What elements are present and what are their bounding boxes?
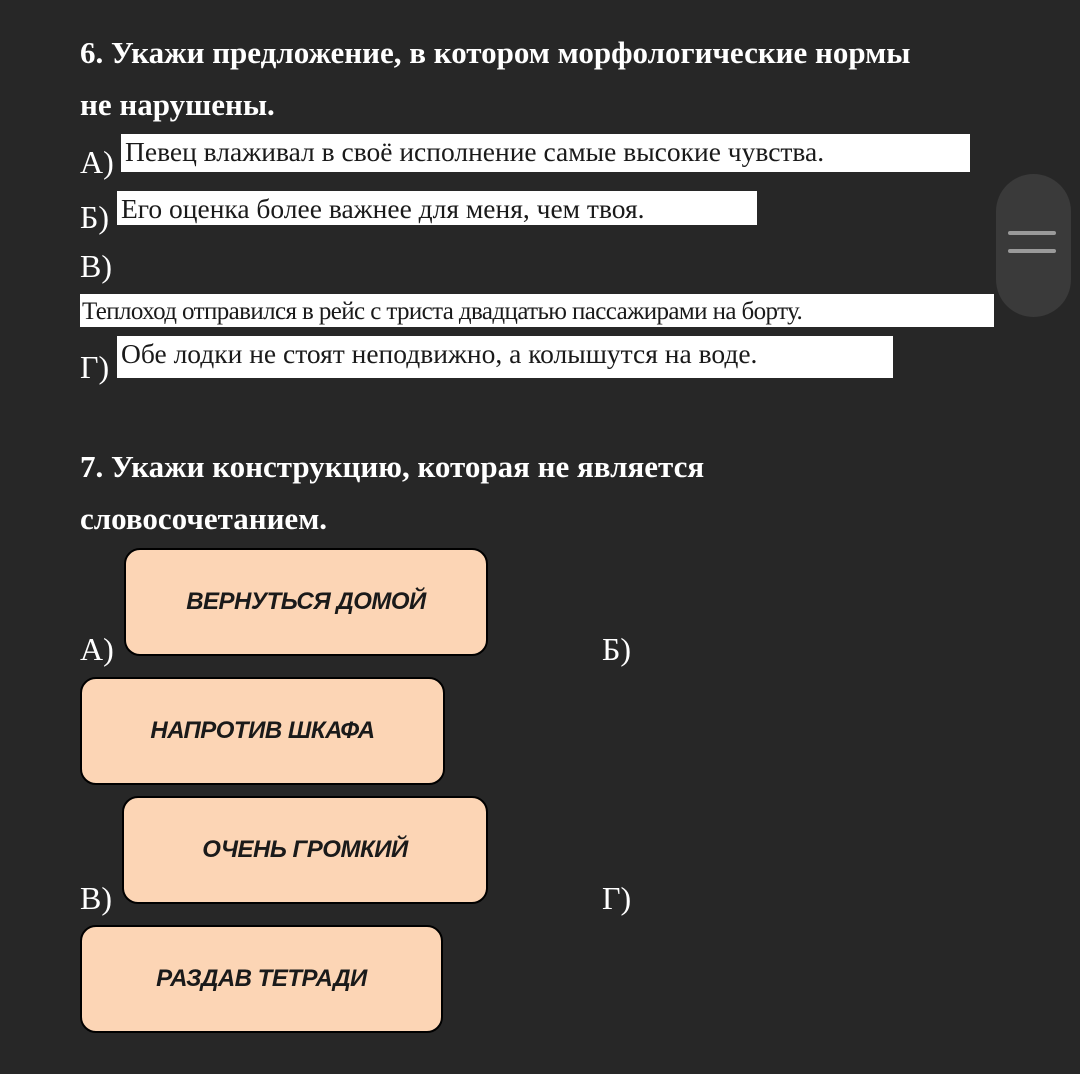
- answer-a-letter: А): [80, 631, 114, 667]
- card-g[interactable]: [80, 925, 443, 1033]
- card-v[interactable]: [122, 796, 488, 904]
- menu-lines-icon: [1008, 231, 1056, 235]
- option-v-text[interactable]: Теплоход отправился в рейс с триста двадцатью пассажирами на борту.: [80, 294, 994, 327]
- card-b-text: НАПРОТИВ ШКАФА: [150, 717, 375, 744]
- option-g-letter: Г): [80, 349, 110, 385]
- menu-lines-icon: [1008, 249, 1056, 253]
- question-6-title-line-1: 6. Укажи предложение, в котором морфологические нормы: [80, 35, 911, 70]
- card-v-text: ОЧЕНЬ ГРОМКИЙ: [202, 836, 408, 863]
- option-b-text[interactable]: Его оценка более важнее для меня, чем твоя.: [117, 191, 757, 225]
- answer-v-letter: В): [80, 880, 112, 916]
- answer-g-letter: Г): [602, 880, 632, 916]
- option-v-letter: В): [80, 248, 112, 284]
- option-a-letter: А): [80, 144, 114, 180]
- option-b-letter: Б): [80, 199, 110, 235]
- card-g-text: РАЗДАВ ТЕТРАДИ: [156, 965, 367, 992]
- answer-b-letter: Б): [602, 631, 632, 667]
- menu-button[interactable]: [996, 174, 1071, 317]
- card-a-text: ВЕРНУТЬСЯ ДОМОЙ: [186, 588, 426, 615]
- option-a-text[interactable]: Певец влаживал в своё исполнение самые высокие чувства.: [121, 134, 970, 172]
- option-g-text[interactable]: Обе лодки не стоят неподвижно, а колышутся на воде.: [117, 336, 893, 378]
- question-6-title-line-2: не нарушены.: [80, 87, 275, 122]
- card-b[interactable]: [80, 677, 445, 785]
- card-a[interactable]: [124, 548, 488, 656]
- question-7-title-line-2: словосочетанием.: [80, 501, 328, 536]
- question-7-title-line-1: 7. Укажи конструкцию, которая не является: [80, 449, 705, 484]
